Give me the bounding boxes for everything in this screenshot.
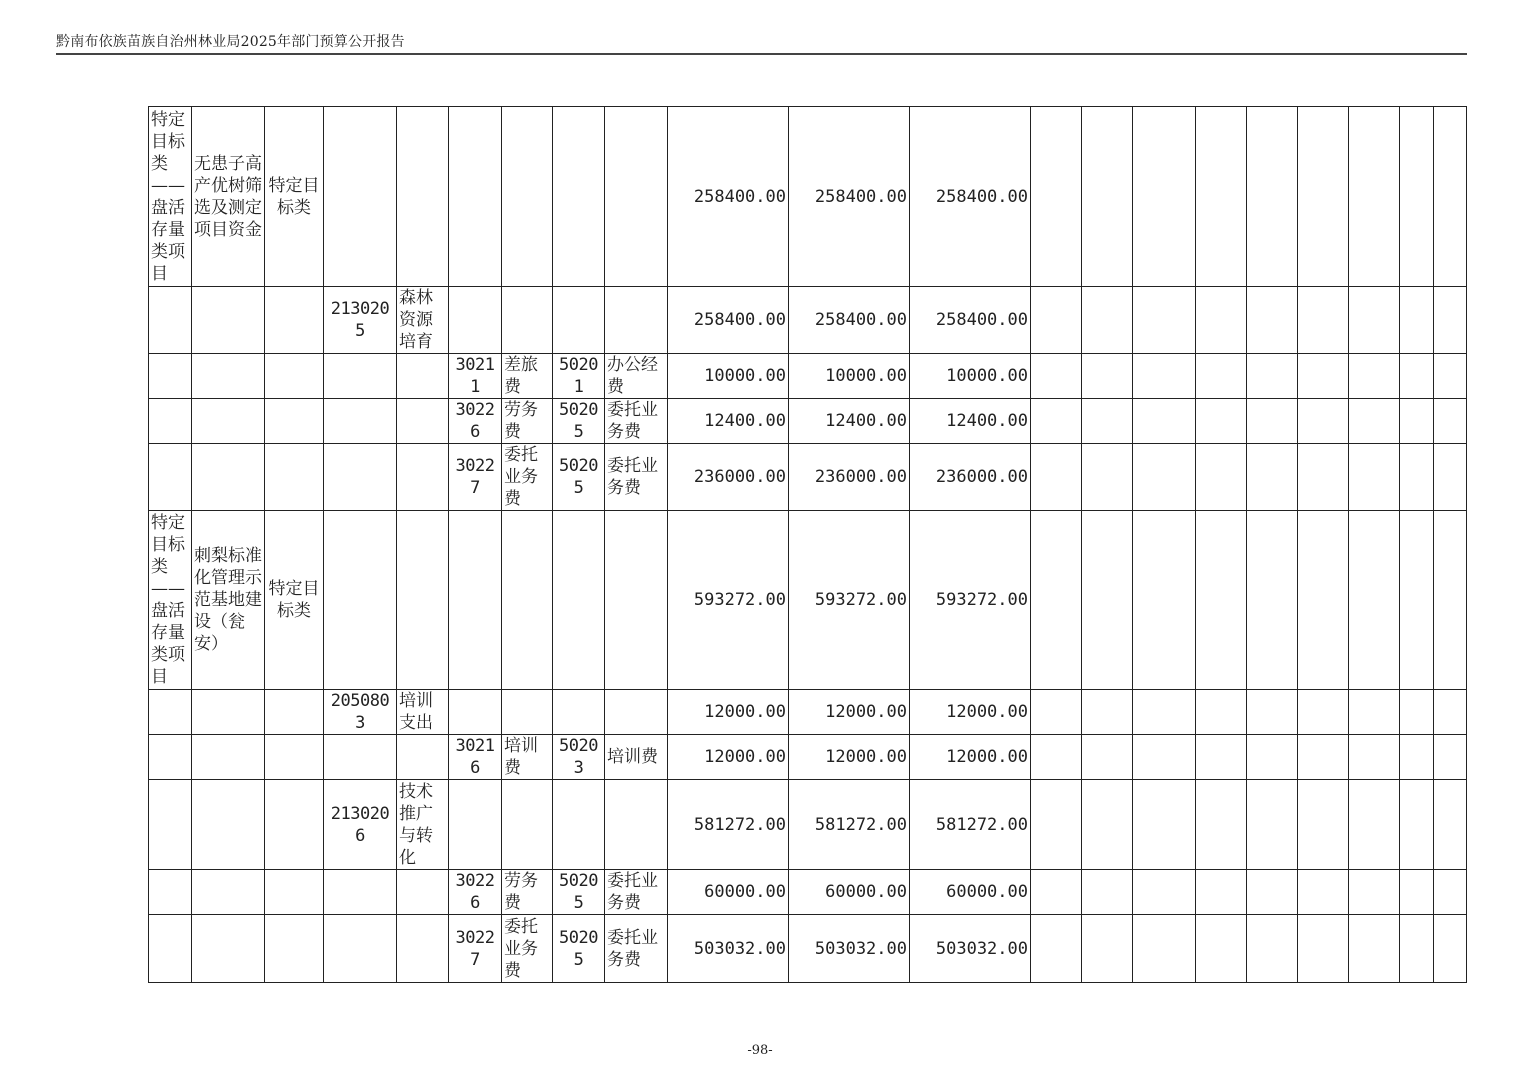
project-name-cell: 无患子高产优树筛选及测定项目资金 [192,107,265,287]
gov-econ-name-cell: 委托业务费 [605,870,668,915]
project-type-cell: 特定目标类——盘活存量类项目 [149,107,192,287]
amount-general-budget-cell: 258400.00 [910,107,1031,287]
empty-cell [1196,511,1247,690]
empty-cell [1434,870,1467,915]
amount-subtotal-cell: 60000.00 [789,870,910,915]
empty-cell [1298,690,1349,735]
project-type-cell [149,399,192,444]
empty-cell [1400,399,1434,444]
empty-cell [1434,780,1467,870]
func-name-cell [397,915,449,983]
amount-general-budget-cell: 236000.00 [910,444,1031,511]
empty-cell [1434,354,1467,399]
empty-cell [1082,399,1133,444]
econ-code-cell [449,107,502,287]
gov-econ-code-cell [553,107,605,287]
empty-cell [1082,107,1133,287]
empty-cell [1400,107,1434,287]
empty-cell [1349,107,1400,287]
project-type-cell [149,287,192,354]
amount-total-cell: 258400.00 [668,107,789,287]
econ-name-cell: 委托业务费 [502,444,553,511]
project-name-cell [192,915,265,983]
gov-econ-name-cell [605,107,668,287]
empty-cell [1133,444,1196,511]
econ-code-cell [449,287,502,354]
func-code-cell [324,735,397,780]
table-row [149,735,1467,780]
empty-cell [1349,780,1400,870]
empty-cell [1133,690,1196,735]
empty-cell [1247,399,1298,444]
empty-cell [1133,107,1196,287]
budget-table-body [149,107,1467,983]
empty-cell [1400,511,1434,690]
empty-cell [1434,915,1467,983]
econ-name-cell [502,511,553,690]
func-code-cell [324,444,397,511]
amount-total-cell: 60000.00 [668,870,789,915]
empty-cell [1196,287,1247,354]
amount-total-cell: 12000.00 [668,735,789,780]
project-type-cell [149,780,192,870]
table-row [149,780,1467,870]
project-type-cell: 特定目标类——盘活存量类项目 [149,511,192,690]
project-name-cell [192,870,265,915]
empty-cell [1196,690,1247,735]
amount-subtotal-cell: 581272.00 [789,780,910,870]
empty-cell [1349,735,1400,780]
empty-cell [1031,735,1082,780]
gov-econ-code-cell: 50205 [553,915,605,983]
budget-table [148,106,1467,983]
project-type-cell [149,444,192,511]
project-name-cell [192,690,265,735]
econ-name-cell [502,780,553,870]
category-cell: 特定目标类 [265,107,324,287]
empty-cell [1133,870,1196,915]
empty-cell [1434,107,1467,287]
page-number: -98- [747,1043,773,1058]
empty-cell [1082,354,1133,399]
empty-cell [1031,399,1082,444]
empty-cell [1349,915,1400,983]
empty-cell [1400,287,1434,354]
category-cell [265,915,324,983]
empty-cell [1400,735,1434,780]
amount-total-cell: 503032.00 [668,915,789,983]
func-code-cell: 2050803 [324,690,397,735]
project-type-cell [149,735,192,780]
empty-cell [1082,735,1133,780]
gov-econ-name-cell [605,287,668,354]
empty-cell [1349,690,1400,735]
table-row [149,107,1467,287]
func-name-cell [397,354,449,399]
func-name-cell: 技术推广与转化 [397,780,449,870]
empty-cell [1247,107,1298,287]
econ-name-cell: 委托业务费 [502,915,553,983]
amount-general-budget-cell: 258400.00 [910,287,1031,354]
empty-cell [1298,399,1349,444]
econ-name-cell: 培训费 [502,735,553,780]
empty-cell [1349,870,1400,915]
gov-econ-code-cell [553,511,605,690]
empty-cell [1400,690,1434,735]
amount-subtotal-cell: 12000.00 [789,735,910,780]
amount-subtotal-cell: 12000.00 [789,690,910,735]
empty-cell [1196,444,1247,511]
empty-cell [1298,444,1349,511]
econ-name-cell [502,107,553,287]
gov-econ-code-cell [553,780,605,870]
empty-cell [1082,690,1133,735]
empty-cell [1298,511,1349,690]
amount-subtotal-cell: 12400.00 [789,399,910,444]
econ-code-cell: 30226 [449,870,502,915]
empty-cell [1298,354,1349,399]
empty-cell [1247,780,1298,870]
table-row [149,399,1467,444]
empty-cell [1196,870,1247,915]
empty-cell [1298,870,1349,915]
empty-cell [1434,511,1467,690]
func-name-cell [397,870,449,915]
func-name-cell: 森林资源培育 [397,287,449,354]
empty-cell [1400,354,1434,399]
amount-general-budget-cell: 60000.00 [910,870,1031,915]
amount-subtotal-cell: 10000.00 [789,354,910,399]
empty-cell [1247,354,1298,399]
amount-general-budget-cell: 12400.00 [910,399,1031,444]
amount-subtotal-cell: 258400.00 [789,107,910,287]
gov-econ-name-cell: 委托业务费 [605,399,668,444]
empty-cell [1349,444,1400,511]
amount-subtotal-cell: 236000.00 [789,444,910,511]
empty-cell [1031,690,1082,735]
empty-cell [1349,399,1400,444]
func-name-cell [397,444,449,511]
project-type-cell [149,870,192,915]
empty-cell [1247,735,1298,780]
empty-cell [1400,444,1434,511]
empty-cell [1434,690,1467,735]
table-row [149,511,1467,690]
amount-general-budget-cell: 503032.00 [910,915,1031,983]
table-row [149,354,1467,399]
project-type-cell [149,690,192,735]
func-code-cell [324,870,397,915]
func-name-cell [397,735,449,780]
empty-cell [1298,915,1349,983]
project-name-cell [192,287,265,354]
amount-subtotal-cell: 593272.00 [789,511,910,690]
empty-cell [1082,915,1133,983]
empty-cell [1349,354,1400,399]
empty-cell [1133,399,1196,444]
project-type-cell [149,915,192,983]
empty-cell [1434,735,1467,780]
amount-total-cell: 258400.00 [668,287,789,354]
category-cell [265,735,324,780]
amount-subtotal-cell: 258400.00 [789,287,910,354]
econ-name-cell: 劳务费 [502,399,553,444]
amount-total-cell: 593272.00 [668,511,789,690]
amount-total-cell: 10000.00 [668,354,789,399]
empty-cell [1247,690,1298,735]
empty-cell [1031,287,1082,354]
gov-econ-name-cell: 办公经费 [605,354,668,399]
amount-total-cell: 12000.00 [668,690,789,735]
empty-cell [1133,780,1196,870]
gov-econ-code-cell [553,287,605,354]
econ-name-cell [502,690,553,735]
empty-cell [1298,107,1349,287]
empty-cell [1031,444,1082,511]
func-code-cell: 2130205 [324,287,397,354]
category-cell [265,870,324,915]
project-name-cell [192,444,265,511]
empty-cell [1031,107,1082,287]
gov-econ-code-cell: 50203 [553,735,605,780]
amount-general-budget-cell: 10000.00 [910,354,1031,399]
func-code-cell [324,107,397,287]
table-row [149,870,1467,915]
gov-econ-code-cell: 50205 [553,444,605,511]
func-name-cell [397,511,449,690]
empty-cell [1349,287,1400,354]
category-cell [265,354,324,399]
empty-cell [1247,511,1298,690]
econ-name-cell [502,287,553,354]
category-cell: 特定目标类 [265,511,324,690]
gov-econ-name-cell [605,690,668,735]
empty-cell [1247,870,1298,915]
econ-name-cell: 劳务费 [502,870,553,915]
empty-cell [1031,870,1082,915]
project-type-cell [149,354,192,399]
gov-econ-name-cell: 委托业务费 [605,444,668,511]
empty-cell [1031,915,1082,983]
gov-econ-name-cell [605,780,668,870]
category-cell [265,287,324,354]
empty-cell [1196,915,1247,983]
func-code-cell: 2130206 [324,780,397,870]
amount-total-cell: 12400.00 [668,399,789,444]
amount-general-budget-cell: 12000.00 [910,690,1031,735]
amount-total-cell: 581272.00 [668,780,789,870]
econ-code-cell: 30211 [449,354,502,399]
empty-cell [1298,735,1349,780]
amount-general-budget-cell: 12000.00 [910,735,1031,780]
econ-code-cell [449,511,502,690]
category-cell [265,780,324,870]
func-code-cell [324,915,397,983]
empty-cell [1133,511,1196,690]
econ-code-cell [449,780,502,870]
project-name-cell [192,735,265,780]
empty-cell [1298,780,1349,870]
empty-cell [1082,511,1133,690]
project-name-cell [192,354,265,399]
empty-cell [1349,511,1400,690]
empty-cell [1082,444,1133,511]
empty-cell [1434,287,1467,354]
empty-cell [1133,287,1196,354]
project-name-cell [192,780,265,870]
empty-cell [1133,915,1196,983]
empty-cell [1082,780,1133,870]
func-code-cell [324,354,397,399]
empty-cell [1196,735,1247,780]
empty-cell [1133,735,1196,780]
econ-code-cell: 30226 [449,399,502,444]
empty-cell [1298,287,1349,354]
amount-subtotal-cell: 503032.00 [789,915,910,983]
header-divider [56,53,1467,55]
econ-name-cell: 差旅费 [502,354,553,399]
econ-code-cell: 30227 [449,915,502,983]
func-name-cell [397,399,449,444]
gov-econ-code-cell: 50205 [553,399,605,444]
econ-code-cell [449,690,502,735]
project-name-cell: 刺梨标准化管理示范基地建设（瓮安） [192,511,265,690]
gov-econ-name-cell [605,511,668,690]
empty-cell [1400,780,1434,870]
amount-total-cell: 236000.00 [668,444,789,511]
amount-general-budget-cell: 593272.00 [910,511,1031,690]
page-header-title: 黔南布依族苗族自治州林业局2025年部门预算公开报告 [56,34,405,50]
empty-cell [1031,780,1082,870]
table-row [149,915,1467,983]
empty-cell [1247,915,1298,983]
empty-cell [1082,870,1133,915]
empty-cell [1031,511,1082,690]
empty-cell [1434,444,1467,511]
empty-cell [1434,399,1467,444]
empty-cell [1400,915,1434,983]
empty-cell [1247,444,1298,511]
func-name-cell [397,107,449,287]
func-code-cell [324,399,397,444]
econ-code-cell: 30227 [449,444,502,511]
empty-cell [1196,354,1247,399]
gov-econ-code-cell: 50205 [553,870,605,915]
empty-cell [1196,780,1247,870]
gov-econ-name-cell: 培训费 [605,735,668,780]
table-row [149,444,1467,511]
func-name-cell: 培训支出 [397,690,449,735]
empty-cell [1031,354,1082,399]
table-row [149,690,1467,735]
project-name-cell [192,399,265,444]
gov-econ-code-cell [553,690,605,735]
empty-cell [1133,354,1196,399]
func-code-cell [324,511,397,690]
category-cell [265,444,324,511]
table-row [149,287,1467,354]
category-cell [265,690,324,735]
empty-cell [1196,399,1247,444]
econ-code-cell: 30216 [449,735,502,780]
empty-cell [1247,287,1298,354]
category-cell [265,399,324,444]
empty-cell [1082,287,1133,354]
empty-cell [1400,870,1434,915]
amount-general-budget-cell: 581272.00 [910,780,1031,870]
gov-econ-code-cell: 50201 [553,354,605,399]
gov-econ-name-cell: 委托业务费 [605,915,668,983]
empty-cell [1196,107,1247,287]
